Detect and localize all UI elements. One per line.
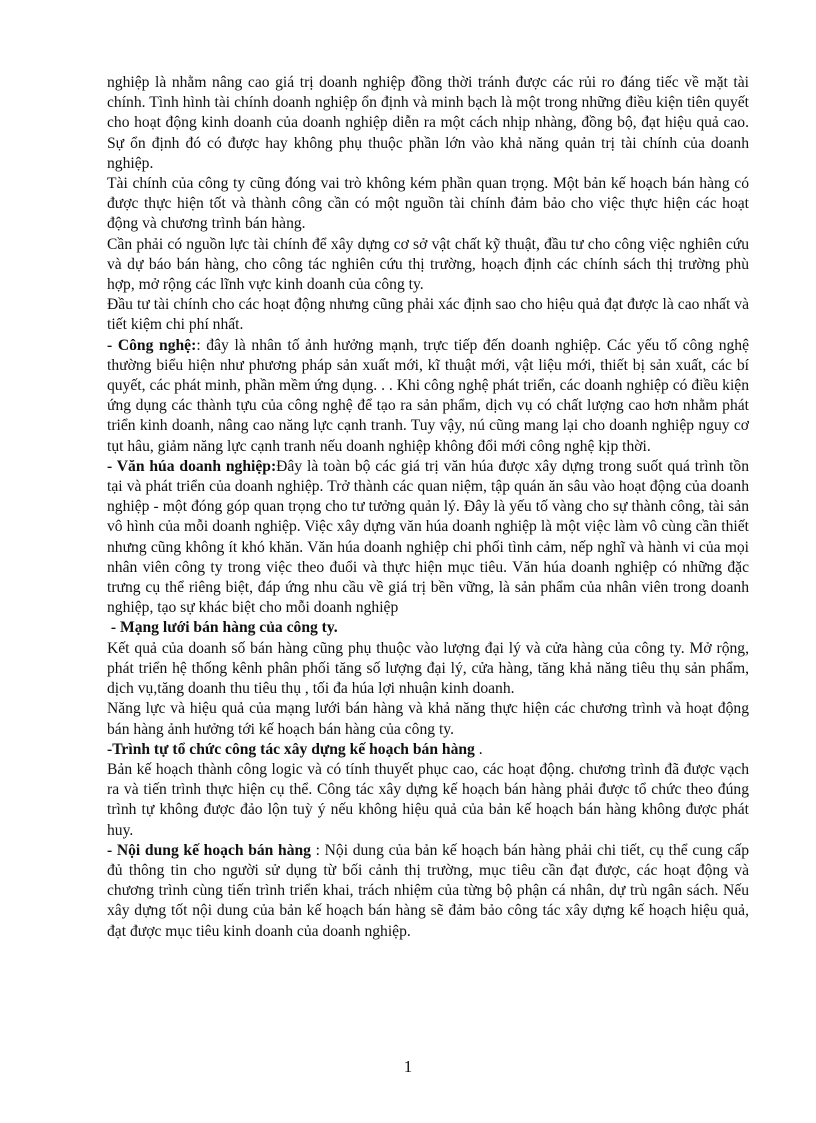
page-number: 1: [403, 1057, 413, 1076]
paragraph-network-heading: [107, 618, 749, 638]
paragraph: nghiệp là nhằm nâng cao giá trị doanh nghiệp đồng thời tránh được các rủi ro đáng tiếc về mặt tài chính. Tình hình tài chính doanh nghiệp ổn định và minh bạch là một trong những điều kiện tiên quyết cho hoạt động kinh doanh của doanh nghiệp diễn ra một cách nhịp nhàng, đồng bộ, đạt hiệu quả cao. Sự ổn định đó có được hay không phụ thuộc phần lớn vào khả năng quản trị tài chính của doanh nghiệp.: [107, 74, 749, 172]
heading-culture: - Văn húa doanh nghiệp:: [107, 457, 277, 475]
heading-plan-content: - Nội dung kế hoạch bán hàng: [107, 841, 311, 859]
paragraph: Kết quả của doanh số bán hàng cũng phụ thuộc vào lượng đại lý và cửa hàng của công ty. Mở rộng, phát triển hệ thống kênh phân phối tăng số lượng đại lý, cửa hàng, tăng khả năng tiêu thụ sản phẩm, dịch vụ,tăng doanh thu tiêu thụ , tối đa húa lợi nhuận kinh doanh.: [107, 639, 749, 698]
heading-technology: - Công nghệ:: [107, 336, 197, 354]
paragraph: Bản kế hoạch thành công logic và có tính thuyết phục cao, các hoạt động. chương trình đã được vạch ra và tiến trình thực hiện cụ thể. Công tác xây dựng kế hoạch bán hàng phải được tổ chức theo đúng trình tự không được đảo lộn tuỳ ý nếu không hiệu quả của bản kế hoạch bán hàng không được phát huy.: [107, 760, 749, 839]
heading-procedure: -Trình tự tổ chức công tác xây dựng kế hoạch bán hàng: [107, 740, 475, 758]
paragraph: Năng lực và hiệu quả của mạng lưới bán hàng và khả năng thực hiện các chương trình và hoạt động bán hàng ảnh hưởng tới kế hoạch bán hàng của công ty.: [107, 700, 749, 738]
paragraph: Tài chính của công ty cũng đóng vai trò không kém phần quan trọng. Một bản kế hoạch bán hàng có được thực hiện tốt và thành công cần có một nguồn tài chính đảm bảo cho việc thực hiện các hoạt động và chương trình bán hàng.: [107, 175, 749, 233]
paragraph: Đầu tư tài chính cho các hoạt động nhưng cũng phải xác định sao cho hiệu quả đạt được là cao nhất và tiết kiệm chi phí nhất.: [107, 296, 749, 334]
paragraph-plan-content: - Nội dung kế hoạch bán hàng : Nội dung của bản kế hoạch bán hàng phải chi tiết, cụ thể cung cấp đủ thông tin cho người sử dụng từ bối cảnh thị trường, mục tiêu cần đạt được, các hoạt động và chương trình cùng tiến trình triển khai, trách nhiệm của từng bộ phận cá nhân, dự trù ngân sách. Nếu xây dựng tốt nội dung của bản kế hoạch bán hàng sẽ đảm bảo công tác xây dựng kế hoạch hiệu quả, đạt được mục tiêu kinh doanh của doanh nghiệp.: [107, 841, 749, 940]
paragraph-procedure-heading: -Trình tự tổ chức công tác xây dựng kế hoạch bán hàng .: [107, 740, 483, 758]
paragraph: Cần phải có nguồn lực tài chính để xây dựng cơ sở vật chất kỹ thuật, đầu tư cho công việc nghiên cứu và dự báo bán hàng, cho công tác nghiên cứu thị trường, hoạch định các chính sách thị trường phù hợp, mở rộng các lĩnh vực kinh doanh của công ty.: [107, 235, 749, 294]
paragraph-technology: - Công nghệ:: đây là nhân tố ảnh hưởng mạnh, trực tiếp đến doanh nghiệp. Các yếu tố công nghệ thường biểu hiện như phương pháp sản xuất mới, kĩ thuật mới, vật liệu mới, thiết bị sản xuất, các bí quyết, các phát minh, phần mềm ứng dụng. . . Khi công nghệ phát triển, các doanh nghiệp có điều kiện ứng dụng các thành tựu của công nghệ để tạo ra sản phẩm, dịch vụ có chất lượng cao hơn nhằm phát triển kinh doanh, nâng cao năng lực cạnh tranh. Tuy vậy, nú cũng mang lại cho doanh nghiệp nguy cơ tụt hâu, giảm năng lực cạnh tranh nếu doanh nghiệp không đổi mới công nghệ kịp thời.: [107, 336, 750, 455]
document-body: [107, 73, 749, 942]
heading-sales-network: - Mạng lưới bán hàng của công ty.: [107, 619, 338, 637]
paragraph-culture: - Văn húa doanh nghiệp:Đây là toàn bộ các giá trị văn húa được xây dựng trong suốt quá trình tồn tại và phát triển của doanh nghiệp. Trở thành các quan niệm, tập quán ăn sâu vào hoạt động của doanh nghiệp - một đóng góp quan trọng cho tư tưởng quản lý. Đây là yếu tố vàng cho sự thành công, tài sản vô hình của mỗi doanh nghiệp. Việc xây dựng văn húa doanh nghiệp là một việc làm vô cùng cần thiết nhưng cũng không ít khó khăn. Văn húa doanh nghiệp chi phối tình cảm, nếp nghĩ và hành vi của mọi nhân viên công ty trong việc theo đuổi và thực hiện mục tiêu. Văn húa doanh nghiệp có những đặc trưng cụ thể riêng biệt, đáp ứng nhu cầu về giá trị bền vững, là sản phẩm của nhân viên trong doanh nghiệp, tạo sự khác biệt cho mỗi doanh nghiệp: [107, 457, 750, 617]
